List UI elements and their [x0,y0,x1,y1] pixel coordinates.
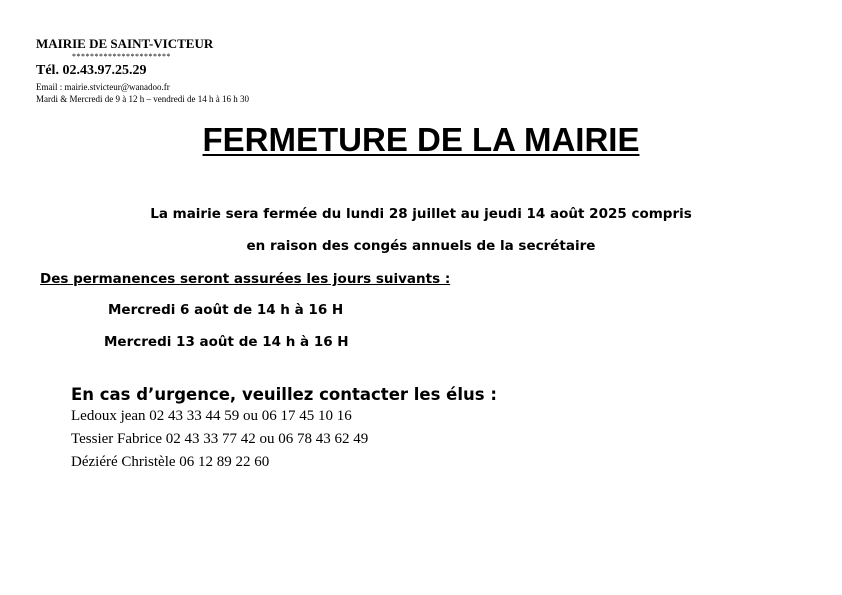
elu-contact: Ledoux jean 02 43 33 44 59 ou 06 17 45 10 16 [71,408,352,424]
permanence-item: Mercredi 13 août de 14 h à 16 H [104,334,349,350]
mairie-name: MAIRIE DE SAINT-VICTEUR [36,36,214,51]
opening-hours: Mardi & Mercredi de 9 à 12 h – vendredi de 14 h à 16 h 30 [36,94,249,104]
telephone: Tél. 02.43.97.25.29 [36,63,147,78]
elu-contact: Tessier Fabrice 02 43 33 77 42 ou 06 78 43 62 49 [71,431,369,447]
page-title: FERMETURE DE LA MAIRIE [202,121,640,158]
elu-contact: Déziéré Christèle 06 12 89 22 60 [71,454,270,470]
urgence-heading: En cas d’urgence, veuillez contacter les élus : [71,385,497,404]
email-address: Email : mairie.stvicteur@wanadoo.fr [36,82,170,92]
header-separator-stars: ********************** [72,52,171,61]
permanences-heading: Des permanences seront assurées les jours suivants : [40,271,451,287]
permanence-item: Mercredi 6 août de 14 h à 16 H [108,302,344,318]
closure-reason: en raison des congés annuels de la secrétaire [246,238,596,254]
closure-dates: La mairie sera fermée du lundi 28 juillet au jeudi 14 août 2025 compris [150,206,692,222]
